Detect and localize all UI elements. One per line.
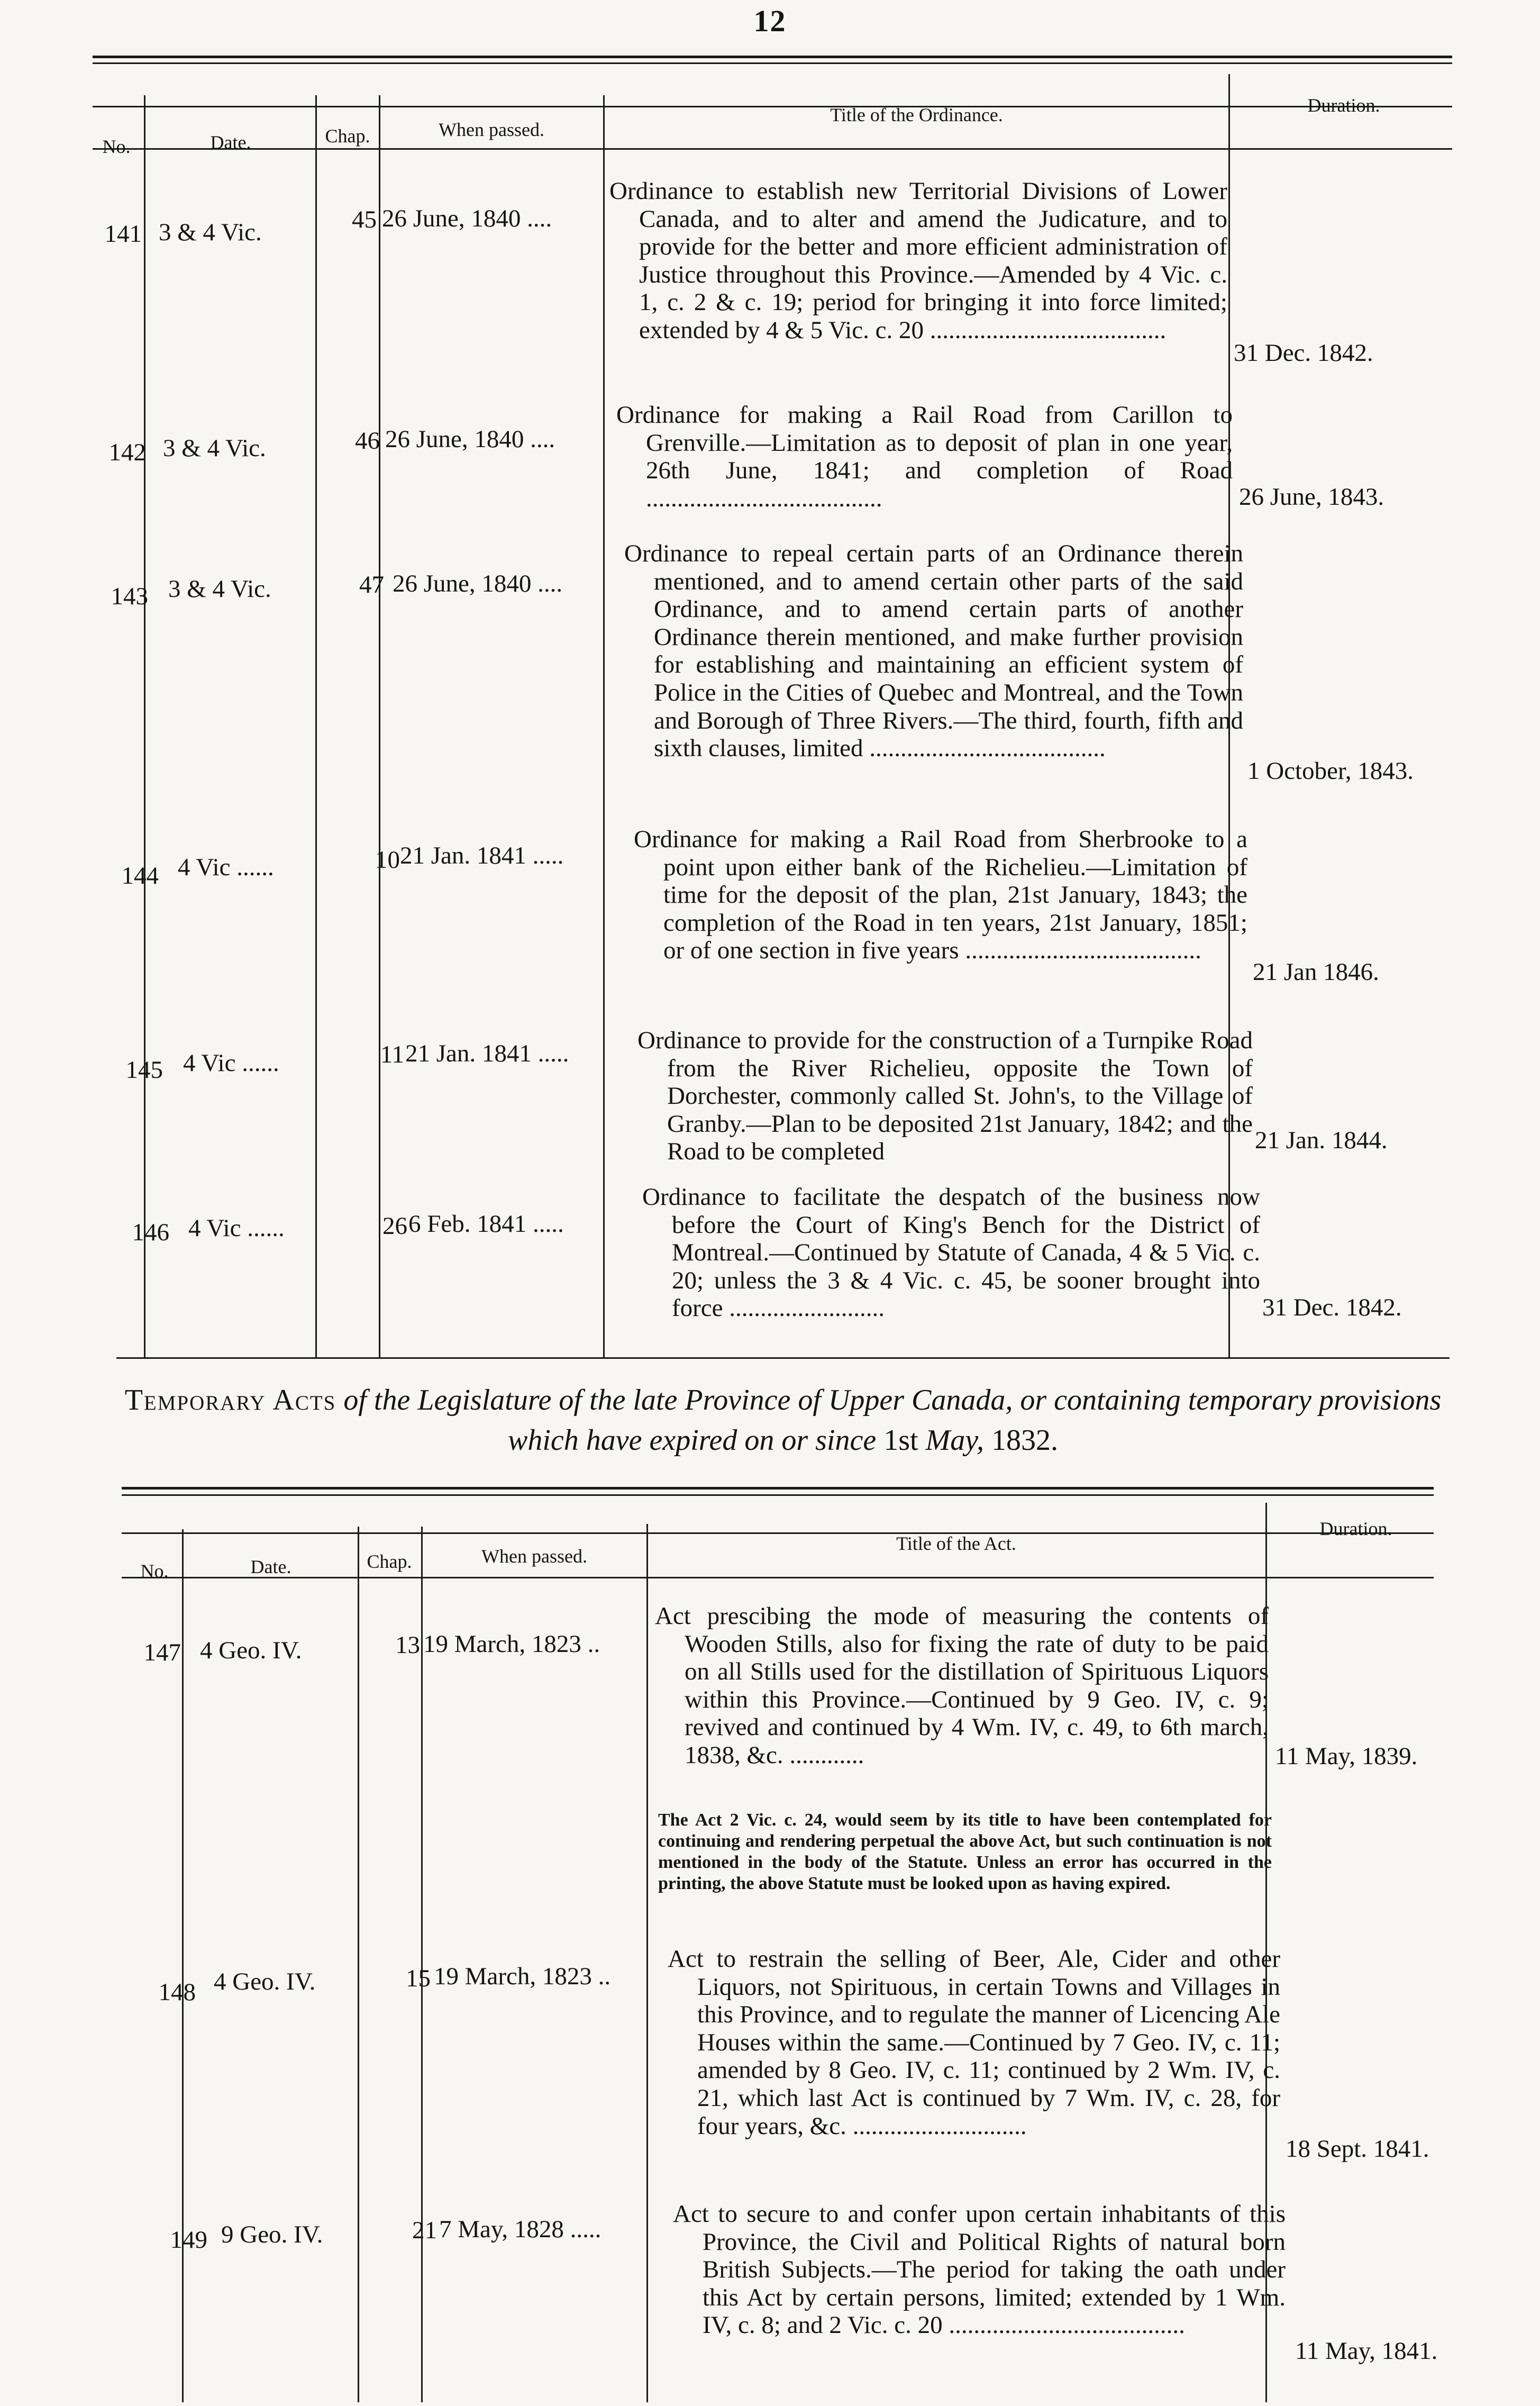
row-number: 147 [143,1639,181,1666]
row-duration: 21 Jan. 1844. [1255,1127,1388,1154]
row-chapter: 15 [406,1965,431,1992]
row-chapter: 46 [355,427,380,455]
row-number: 146 [132,1219,169,1246]
row-number: 148 [158,1978,196,2006]
caption-italic-month: May, [925,1424,984,1457]
row-when-passed: 26 June, 1840 .... [393,570,563,597]
row-note: The Act 2 Vic. c. 24, would seem by its title to have been contemplated for continuing and rendering perpetual the above Act, but such continuation is not mentioned in the body of the Statute. Unless an error has occurred in the printing, the above Statute must be looked upon as having expired. [658,1810,1272,1893]
header-when-passed: When passed. [439,119,544,140]
page-number: 12 [753,4,787,38]
header-duration: Duration. [1307,95,1380,116]
row-title: Act to secure to and confer upon certain inhabitants of this Province, the Civil and Political Rights of natural born British Subjects.—The period for taking the oath under this Act by certain persons, limited; extended by 1 Wm. IV, c. 8; and 2 Vic. c. 20 ...................................... [673,2200,1286,2339]
header-chap: Chap. [367,1551,412,1572]
row-when-passed: 21 Jan. 1841 ..... [400,842,564,869]
header-no: No. [102,136,131,157]
header-no: No. [140,1560,169,1582]
row-date: 3 & 4 Vic. [168,575,271,603]
row-date: 3 & 4 Vic. [159,219,262,246]
section-caption [116,1380,1450,1460]
row-chapter: 45 [352,206,377,233]
header-chap: Chap. [325,125,370,147]
header-date: Date. [250,1556,291,1577]
row-duration: 18 Sept. 1841. [1286,2135,1429,2163]
header-when-passed: When passed. [481,1546,587,1567]
row-date: 4 Vic ...... [183,1049,279,1077]
row-duration: 31 Dec. 1842. [1262,1294,1402,1321]
table-top-rule [93,56,1452,58]
row-duration: 1 October, 1843. [1247,757,1414,785]
row-duration: 11 May, 1839. [1275,1742,1418,1770]
header-date: Date. [210,132,251,153]
row-title: Ordinance to facilitate the despatch of the business now before the Court of King's Bench for the District of Montreal.—Continued by Statute of Canada, 4 & 5 Vic. c. 20; unless the 3 & 4 Vic. c. 45, be sooner brought into force ......................... [642,1183,1260,1322]
row-duration: 26 June, 1843. [1239,483,1384,511]
row-number: 145 [125,1056,163,1084]
row-title: Ordinance to establish new Territorial Divisions of Lower Canada, and to alter and amend the Judicature, and to provide for the better and more efficient administration of Justice throughout this Province.—Amended by 4 Vic. c. 1, c. 2 & c. 19; period for bringing it into force limited; extended by 4 & 5 Vic. c. 20 ...................................... [609,177,1227,344]
row-title: Ordinance to repeal certain parts of an Ordinance therein mentioned, and to amend certain other parts of the said Ordinance, and to amend certain parts of another Ordinance therein mentioned, and make further provision for establishing and maintaining an efficient system of Police in the Cities of Quebec and Montreal, and the Town and Borough of Three Rivers.—The third, fourth, fifth and sixth clauses, limited ...................................... [624,540,1243,762]
row-chapter: 13 [395,1631,420,1659]
row-number: 142 [108,439,146,466]
row-title: Act prescibing the mode of measuring the contents of Wooden Stills, also for fixing the rate of duty to be paid on all Stills used for the distillation of Spirituous Liquors within this Province.—Continued by 9 Geo. IV, c. 9; revived and continued by 4 Wm. IV, c. 49, to 6th march, 1838, &c. ............ [655,1602,1269,1769]
column-rule [379,95,380,1357]
caption-date-plain: 1st [876,1424,926,1457]
column-rule [144,95,145,1357]
column-rule [315,95,317,1357]
row-chapter: 11 [380,1041,404,1068]
row-chapter: 21 [412,2217,437,2244]
row-when-passed: 21 Jan. 1841 ..... [405,1040,569,1067]
row-duration: 11 May, 1841. [1295,2337,1438,2365]
header-title: Title of the Act. [896,1533,1016,1554]
row-date: 4 Geo. IV. [214,1968,316,1995]
caption-small-caps: Temporary Acts [124,1384,336,1417]
row-title: Ordinance for making a Rail Road from Carillon to Grenville.—Limitation as to deposit of plan in one year, 26th June, 1841; and completion of Road ...................................... [616,401,1233,512]
caption-italic-main: Legislature of the late Province of Upper Canada, or containing temporary provisions which have expired on or since [417,1384,1442,1457]
row-date: 4 Geo. IV. [200,1637,302,1664]
caption-year: 1832. [983,1424,1058,1457]
header-duration: Duration. [1319,1518,1392,1539]
row-date: 3 & 4 Vic. [163,434,266,462]
row-when-passed: 26 June, 1840 .... [385,425,555,453]
table-bottom-rule [116,1357,1450,1359]
row-number: 143 [111,583,148,610]
table-top-rule [122,1487,1434,1490]
column-rule [182,1529,184,2402]
row-when-passed: 6 Feb. 1841 ..... [408,1210,564,1238]
row-number: 144 [121,862,159,889]
row-date: 4 Vic ...... [188,1214,285,1242]
row-when-passed: 26 June, 1840 .... [382,205,552,232]
row-date: 9 Geo. IV. [221,2221,323,2248]
row-number: 141 [104,220,142,248]
row-when-passed: 7 May, 1828 ..... [439,2216,602,2243]
row-chapter: 47 [359,571,384,598]
row-when-passed: 19 March, 1823 .. [434,1963,611,1990]
row-title: Ordinance for making a Rail Road from Sherbrooke to a point upon either bank of the Richelieu.—Limitation of time for the deposit of the plan, 21st January, 1843; the completion of the Road in ten years, 21st January, 1851; or of one section in five years ...................................... [634,825,1247,965]
row-chapter: 10 [375,846,400,874]
row-duration: 21 Jan 1846. [1253,958,1379,986]
row-when-passed: 19 March, 1823 .. [423,1630,600,1658]
row-date: 4 Vic ...... [178,854,274,881]
row-duration: 31 Dec. 1842. [1234,339,1373,367]
row-chapter: 26 [382,1212,407,1240]
table-top-rule [93,62,1452,64]
row-title: Ordinance to provide for the construction of a Turnpike Road from the River Richelieu, opposite the Town of Dorchester, commonly called St. John's, to the Village of Granby.—Plan to be deposited 21st January, 1842; and the Road to be completed [637,1027,1253,1166]
row-number: 149 [170,2226,207,2254]
column-rule [603,95,605,1357]
header-title: Title of the Ordinance. [830,104,1003,125]
caption-italic-of: of the [336,1384,418,1417]
table-top-rule [122,1494,1434,1496]
row-title: Act to restrain the selling of Beer, Ale, Cider and other Liquors, not Spirituous, in certain Towns and Villages in this Province, and to regulate the manner of Licencing Ale Houses within the same.—Continued by 7 Geo. IV, c. 11; amended by 8 Geo. IV, c. 11; continued by 2 Wm. IV, c. 21, which last Act is continued by 7 Wm. IV, c. 28, for four years, &c. ............................ [668,1945,1280,2140]
